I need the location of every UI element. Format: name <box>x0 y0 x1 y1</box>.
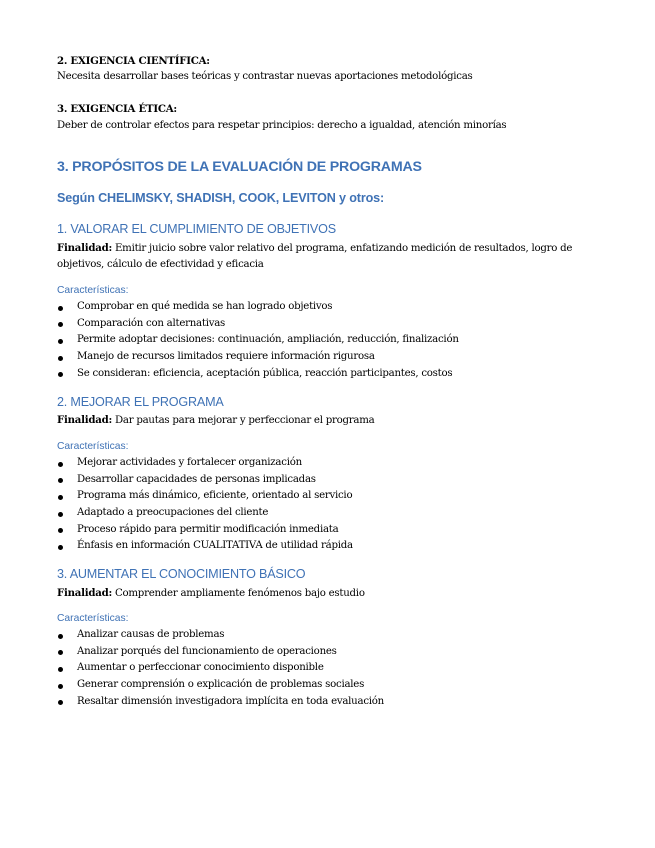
section-2-title: 2. MEJORAR EL PROGRAMA <box>57 395 224 409</box>
list-item <box>57 679 384 696</box>
section-1-caracteristicas-label: Características: <box>57 285 129 296</box>
finalidad-label: Finalidad: <box>57 242 112 254</box>
exigencia-etica-text: Deber de controlar efectos para respetar principios: derecho a igualdad, atención minorías <box>57 120 507 131</box>
list-item <box>57 334 459 351</box>
bullet-icon <box>58 667 63 672</box>
list-item-text: Proceso rápido para permitir modificación inmediata <box>77 523 339 535</box>
section-1-list <box>57 301 459 384</box>
section-1-title: 1. VALORAR EL CUMPLIMIENTO DE OBJETIVOS <box>57 222 336 236</box>
list-item-text: Comparación con alternativas <box>77 317 226 329</box>
bullet-icon <box>58 512 63 517</box>
list-item <box>57 629 384 646</box>
list-item-text: Resaltar dimensión investigadora implícita en toda evaluación <box>77 695 384 707</box>
section-3-list <box>57 629 384 712</box>
bullet-icon <box>58 339 63 344</box>
finalidad-label: Finalidad: <box>57 587 112 599</box>
list-item-text: Programa más dinámico, eficiente, orientado al servicio <box>77 490 353 502</box>
finalidad-text: Comprender ampliamente fenómenos bajo estudio <box>114 588 365 599</box>
bullet-icon <box>58 545 63 550</box>
main-heading: 3. PROPÓSITOS DE LA EVALUACIÓN DE PROGRAMAS <box>57 159 422 175</box>
exigencia-cientifica-title: 2. EXIGENCIA CIENTÍFICA: <box>57 55 210 67</box>
list-item-text: Permite adoptar decisiones: continuación, ampliación, reducción, finalización <box>77 334 459 346</box>
bullet-icon <box>58 634 63 639</box>
list-item-text: Énfasis en información CUALITATIVA de utilidad rápida <box>77 540 353 552</box>
sub-heading: Según CHELIMSKY, SHADISH, COOK, LEVITON y otros: <box>57 191 385 205</box>
list-item-text: Manejo de recursos limitados requiere información rigurosa <box>77 351 375 363</box>
bullet-icon <box>58 495 63 500</box>
finalidad-text: Emitir juicio sobre valor relativo del programa, enfatizando medición de resultados, logro de <box>114 243 573 254</box>
list-item <box>57 662 384 679</box>
list-item <box>57 318 459 335</box>
bullet-icon <box>58 684 63 689</box>
list-item <box>57 507 353 524</box>
list-item <box>57 646 384 663</box>
list-item-text: Generar comprensión o explicación de problemas sociales <box>77 679 365 691</box>
list-item <box>57 301 459 318</box>
list-item-text: Analizar causas de problemas <box>77 629 225 640</box>
bullet-icon <box>58 372 63 377</box>
list-item <box>57 457 353 474</box>
bullet-icon <box>58 356 63 361</box>
section-2-caracteristicas-label: Características: <box>57 441 129 452</box>
section-3-caracteristicas-label: Características: <box>57 613 129 624</box>
list-item-text: Comprobar en qué medida se han logrado objetivos <box>77 301 333 312</box>
list-item <box>57 351 459 368</box>
exigencia-etica-title: 3. EXIGENCIA ÉTICA: <box>57 103 177 115</box>
bullet-icon <box>58 306 63 311</box>
list-item <box>57 540 353 557</box>
bullet-icon <box>58 700 63 705</box>
list-item-text: Aumentar o perfeccionar conocimiento disponible <box>77 662 324 674</box>
list-item <box>57 524 353 541</box>
list-item <box>57 490 353 507</box>
section-3-title: 3. AUMENTAR EL CONOCIMIENTO BÁSICO <box>57 567 306 581</box>
list-item-text: Mejorar actividades y fortalecer organización <box>77 457 302 468</box>
list-item-text: Analizar porqués del funcionamiento de operaciones <box>77 645 337 657</box>
bullet-icon <box>58 322 63 327</box>
finalidad-label: Finalidad: <box>57 414 112 426</box>
list-item <box>57 368 459 385</box>
bullet-icon <box>58 478 63 483</box>
list-item-text: Adaptado a preocupaciones del cliente <box>77 507 269 519</box>
list-item <box>57 474 353 491</box>
section-2-finalidad-line1 <box>57 414 374 426</box>
list-item-text: Desarrollar capacidades de personas implicadas <box>77 473 316 485</box>
bullet-icon <box>58 650 63 655</box>
section-1-finalidad-line2: objetivos, cálculo de efectividad y eficacia <box>57 259 264 270</box>
list-item-text: Se consideran: eficiencia, aceptación pública, reacción participantes, costos <box>77 367 453 379</box>
section-1-finalidad-line1 <box>57 242 572 254</box>
bullet-icon <box>58 528 63 533</box>
section-2-list <box>57 457 353 557</box>
exigencia-cientifica-text: Necesita desarrollar bases teóricas y contrastar nuevas aportaciones metodológicas <box>57 71 473 82</box>
bullet-icon <box>58 462 63 467</box>
list-item <box>57 696 384 713</box>
section-3-finalidad-line1 <box>57 587 365 599</box>
finalidad-text: Dar pautas para mejorar y perfeccionar el programa <box>114 415 375 426</box>
